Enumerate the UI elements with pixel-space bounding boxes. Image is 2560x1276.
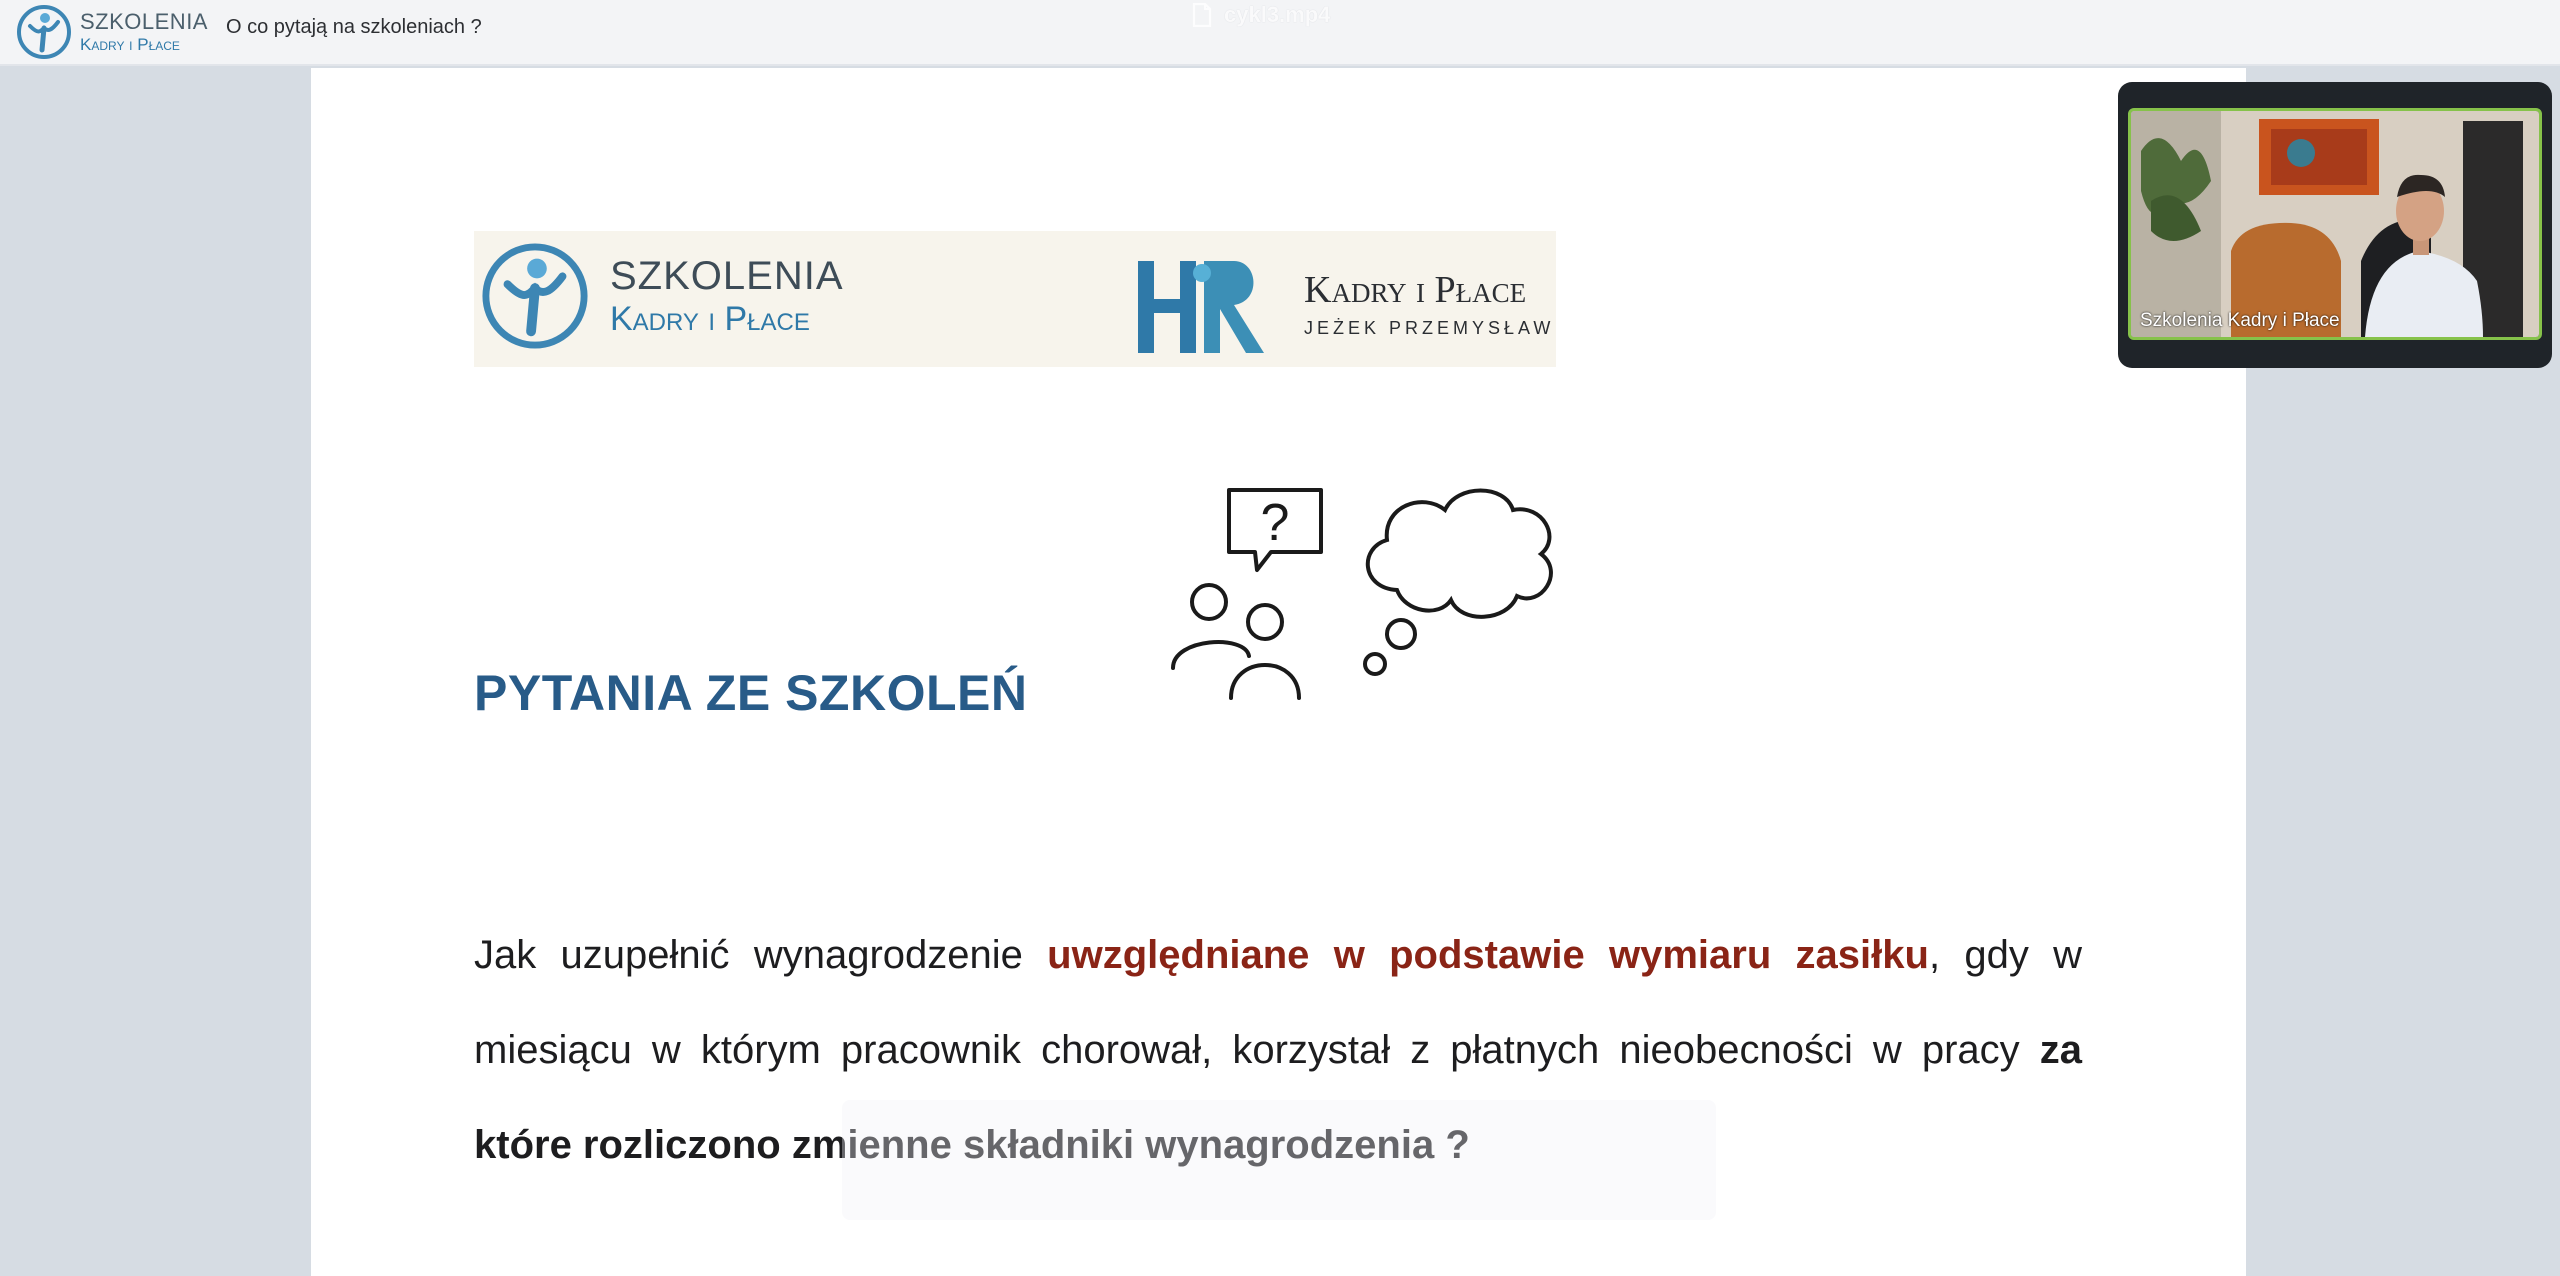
presenter-video-frame (2131, 111, 2539, 337)
banner-logo2-line2: JEŻEK PRZEMYSŁAW (1304, 318, 1555, 338)
svg-text:?: ? (1260, 494, 1290, 552)
top-bar (0, 0, 2560, 66)
app-logo[interactable] (16, 4, 208, 60)
webcam-feed (2128, 108, 2542, 340)
banner-logo2-line1: Kadry i Płace (1304, 269, 1527, 311)
question-highlight-red: uwzględniane w podstawie wymiaru zasiłku (1047, 933, 1929, 977)
thought-cloud-icon (1365, 491, 1551, 675)
question-part3: , gdy w miesiącu w którym pracownik chorował, korzystał z płatnych nieobecności w pracy (474, 933, 2082, 1072)
question-highlight-bold: za które rozliczono zmienne składniki wynagrodzenia ? (474, 1028, 2082, 1167)
banner-logo1-line2: Kadry i Płace (610, 300, 810, 338)
banner-logo-hr (1134, 257, 1554, 357)
webcam-overlay[interactable] (2118, 82, 2552, 368)
hr-logo-icon (1134, 257, 1274, 357)
video-filename-label: cykl3.mp4 (1224, 2, 1331, 27)
faded-player-controls[interactable] (842, 1100, 1716, 1220)
banner-logo-szkolenia (480, 241, 844, 351)
presentation-slide (311, 68, 2246, 1276)
logo-figure-icon (16, 4, 72, 60)
logo-line2: Kadry i Płace (80, 35, 180, 54)
page-title: O co pytają na szkoleniach ? (226, 16, 482, 38)
logo-figure-icon (480, 241, 590, 351)
question-illustration (1161, 478, 1621, 778)
left-margin (0, 68, 311, 1276)
video-filename (1192, 2, 1330, 28)
document-icon (1192, 3, 1212, 27)
webcam-label: Szkolenia Kadry i Płace (2140, 310, 2340, 331)
logo-line1: SZKOLENIA (80, 9, 208, 34)
slide-heading: PYTANIA ZE SZKOLEŃ (474, 665, 1028, 721)
banner-logo1-line1: SZKOLENIA (610, 254, 844, 298)
slide-banner (474, 231, 1556, 367)
people-question-icon (1173, 490, 1321, 698)
question-part1: Jak uzupełnić wynagrodzenie (474, 933, 1048, 977)
